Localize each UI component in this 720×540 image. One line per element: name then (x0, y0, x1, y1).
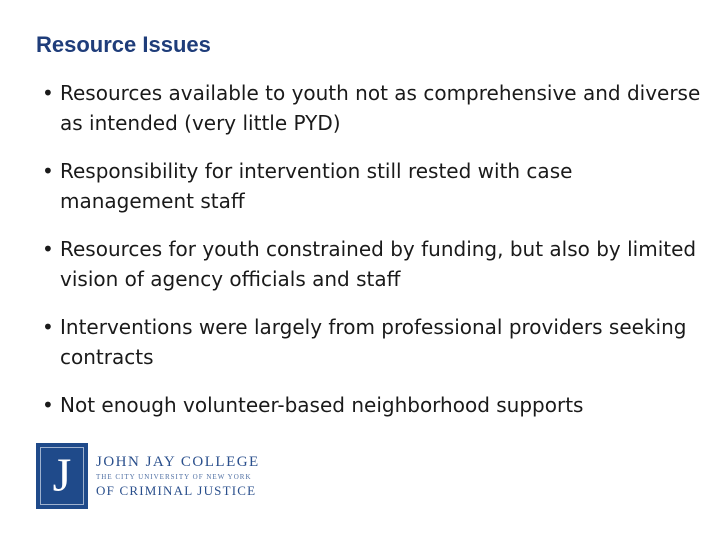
logo-letter: J (52, 449, 72, 502)
bullet-item (42, 78, 702, 138)
logo-school-name: OF CRIMINAL JUSTICE (96, 483, 257, 498)
bullet-marker: • (42, 393, 54, 417)
bullet-item (42, 156, 702, 216)
bullet-text: Interventions were largely from professional providers seeking contracts (60, 315, 687, 369)
bullet-marker: • (42, 81, 54, 105)
bullet-text: Not enough volunteer-based neighborhood supports (60, 393, 584, 417)
logo-emblem (36, 443, 88, 509)
bullet-marker: • (42, 315, 54, 339)
bullet-item (42, 312, 702, 372)
bullet-text: Resources available to youth not as comprehensive and diverse as intended (very little PYD) (60, 81, 701, 135)
logo-college-name: JOHN JAY COLLEGE (96, 454, 260, 470)
logo-wordmark (96, 453, 260, 499)
bullet-text: Resources for youth constrained by funding, but also by limited vision of agency officials and staff (60, 237, 697, 291)
logo-university-name: THE CITY UNIVERSITY OF NEW YORK (96, 473, 252, 481)
bullet-item (42, 390, 702, 420)
bullet-list (42, 78, 702, 438)
bullet-marker: • (42, 237, 54, 261)
bullet-item (42, 234, 702, 294)
bullet-marker: • (42, 159, 54, 183)
slide-title: Resource Issues (36, 32, 211, 57)
bullet-text: Responsibility for intervention still rested with case management staff (60, 159, 573, 213)
college-logo (36, 443, 260, 509)
